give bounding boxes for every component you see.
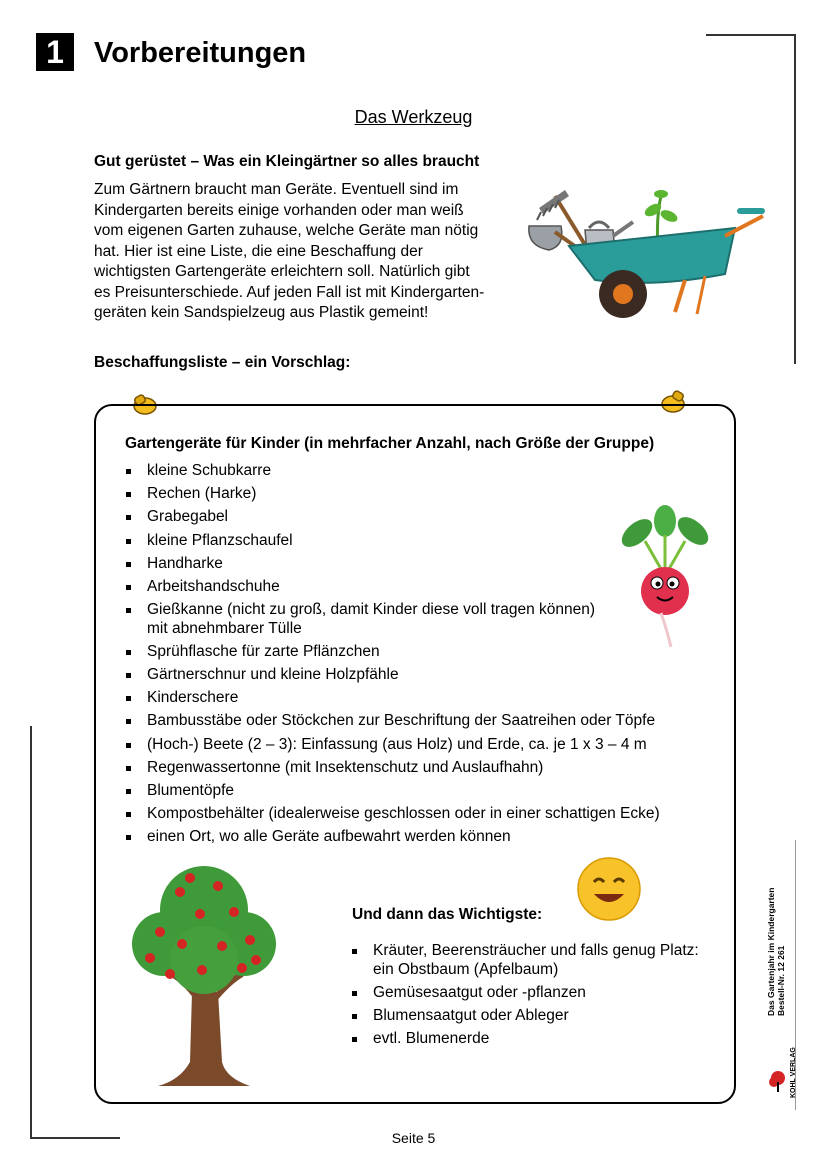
list-item: Blumentöpfe bbox=[126, 782, 686, 801]
list-item: Grabegabel bbox=[126, 508, 686, 527]
publisher-name: KOHL VERLAG bbox=[790, 1047, 797, 1098]
smiley-icon bbox=[576, 856, 642, 922]
section-title-text: Das Werkzeug bbox=[354, 107, 473, 127]
list-item: (Hoch-) Beete (2 – 3): Einfassung (aus Holz) und Erde, ca. je 1 x 3 – 4 m bbox=[126, 736, 686, 755]
apple-tree-illustration bbox=[130, 862, 280, 1094]
list-item-line: mit abnehmbarer Tülle bbox=[147, 619, 302, 637]
list-item bbox=[352, 942, 732, 979]
list-item: Blumensaatgut oder Ableger bbox=[352, 1007, 732, 1026]
list-item-line: Gießkanne (nicht zu groß, damit Kinder diese voll tragen können) bbox=[147, 601, 596, 619]
intro-line: geräten kein Sandspielzeug aus Plastik gemeint! bbox=[94, 304, 429, 321]
important-list bbox=[352, 942, 732, 1053]
side-publication-info bbox=[766, 866, 786, 1016]
list-item: Kompostbehälter (idealerweise geschlossen oder in einer schattigen Ecke) bbox=[126, 805, 686, 824]
list-item: kleine Pflanzschaufel bbox=[126, 532, 686, 551]
intro-line: wichtigsten Gartengeräte erleichtern soll. Natürlich gibt bbox=[94, 263, 470, 280]
list-item: einen Ort, wo alle Geräte aufbewahrt werden können bbox=[126, 828, 686, 847]
list-heading: Beschaffungsliste – ein Vorschlag: bbox=[94, 354, 351, 371]
intro-line: Zum Gärtnern braucht man Geräte. Eventuell sind im bbox=[94, 181, 459, 198]
side-title: Das Gartenjahr im Kindergarten bbox=[766, 887, 776, 1016]
list-item: evtl. Blumenerde bbox=[352, 1030, 732, 1049]
intro-line: Kindergarten bereits einige vorhanden oder man weiß bbox=[94, 201, 464, 219]
list-item: Kinderschere bbox=[126, 689, 686, 708]
side-order-number: Bestell-Nr. 12 261 bbox=[776, 945, 786, 1016]
chapter-title: Vorbereitungen bbox=[94, 37, 307, 69]
list-item-line: Kräuter, Beerensträucher und falls genug Platz: bbox=[373, 942, 699, 959]
list-item: Sprühflasche für zarte Pflänzchen bbox=[126, 643, 686, 662]
list-item-line: ein Obstbaum (Apfelbaum) bbox=[373, 960, 559, 978]
wheelbarrow-illustration bbox=[525, 188, 770, 323]
radish-illustration bbox=[615, 505, 715, 650]
chapter-number: 1 bbox=[36, 33, 74, 71]
list-item: Gärtnerschnur und kleine Holzpfähle bbox=[126, 666, 686, 685]
intro-line: es Preisunterschiede. Auf jeden Fall ist mit Kindergarten- bbox=[94, 283, 485, 301]
tools-list bbox=[126, 462, 686, 852]
list-item: Gemüsesaatgut oder -pflanzen bbox=[352, 984, 732, 1003]
intro-paragraph bbox=[94, 180, 514, 324]
frame-line-top-right bbox=[706, 34, 796, 36]
page-number: Seite 5 bbox=[391, 1130, 436, 1146]
list-item: Handharke bbox=[126, 555, 686, 574]
list-item: Arbeitshandschuhe bbox=[126, 578, 686, 597]
intro-line: vom eigenen Garten zuhause, welche Geräte man nötig bbox=[94, 222, 479, 239]
intro-line: hat. Hier ist eine Liste, die eine Beschaffung der bbox=[94, 242, 423, 260]
frame-line-right-upper bbox=[794, 34, 796, 364]
important-heading: Und dann das Wichtigste: bbox=[352, 906, 543, 923]
list-item bbox=[126, 601, 686, 638]
list-item: Rechen (Harke) bbox=[126, 485, 686, 504]
list-item: kleine Schubkarre bbox=[126, 462, 686, 481]
section-title bbox=[0, 107, 827, 128]
card-heading: Gartengeräte für Kinder (in mehrfacher Anzahl, nach Größe der Gruppe) bbox=[125, 435, 655, 452]
list-item: Regenwassertonne (mit Insektenschutz und Auslaufhahn) bbox=[126, 759, 686, 778]
intro-heading: Gut gerüstet – Was ein Kleingärtner so alles braucht bbox=[94, 153, 480, 170]
list-item: Bambusstäbe oder Stöckchen zur Beschriftung der Saatreihen oder Töpfe bbox=[126, 712, 686, 731]
frame-line-left-lower bbox=[30, 726, 32, 1138]
